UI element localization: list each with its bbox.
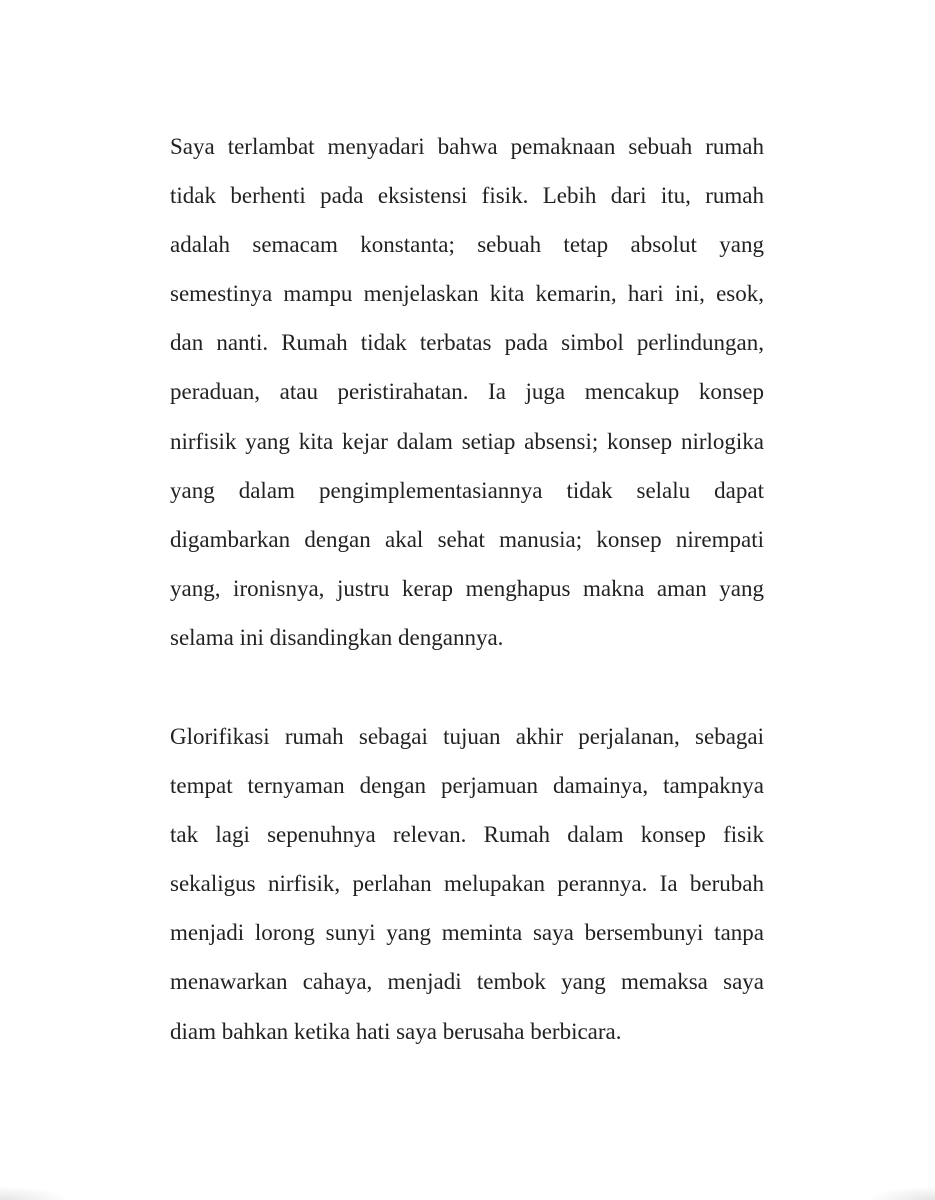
paragraph-line: tak lagi sepenuhnya relevan. Rumah dalam konsep fisik bbox=[170, 822, 764, 848]
paragraph-line: adalah semacam konstanta; sebuah tetap absolut yang bbox=[170, 232, 764, 258]
paragraph-line: tempat ternyaman dengan perjamuan damainya, tampaknya bbox=[170, 773, 764, 799]
paragraph-line: nirfisik yang kita kejar dalam setiap absensi; konsep nirlogika bbox=[170, 428, 764, 454]
paragraph-line: yang, ironisnya, justru kerap menghapus makna aman yang bbox=[170, 575, 764, 601]
paragraph-line: diam bahkan ketika hati saya berusaha berbicara. bbox=[170, 1018, 622, 1044]
page-corner-shadow-right bbox=[865, 1186, 935, 1200]
paragraph-line: Saya terlambat menyadari bahwa pemaknaan sebuah rumah bbox=[170, 134, 764, 159]
paragraph-line: digambarkan dengan akal sehat manusia; konsep nirempati bbox=[170, 526, 764, 552]
paragraph-line: selama ini disandingkan dengannya. bbox=[170, 624, 504, 650]
paragraph-line: menawarkan cahaya, menjadi tembok yang memaksa saya bbox=[170, 969, 764, 995]
paragraph-line: sekaligus nirfisik, perlahan melupakan perannya. Ia berubah bbox=[170, 871, 764, 897]
paragraph-1 bbox=[170, 129, 764, 669]
paragraph-line: dan nanti. Rumah tidak terbatas pada simbol perlindungan, bbox=[170, 330, 764, 356]
paragraph-line: Glorifikasi rumah sebagai tujuan akhir perjalanan, sebagai bbox=[170, 724, 764, 749]
page-corner-shadow-left bbox=[0, 1186, 70, 1200]
paragraph-line: semestinya mampu menjelaskan kita kemarin, hari ini, esok, bbox=[170, 281, 764, 307]
paragraph-line: peraduan, atau peristirahatan. Ia juga mencakup konsep bbox=[170, 379, 764, 405]
paragraph-line: menjadi lorong sunyi yang meminta saya bersembunyi tanpa bbox=[170, 920, 764, 946]
paragraph-line: yang dalam pengimplementasiannya tidak selalu dapat bbox=[170, 477, 764, 503]
paragraph-2 bbox=[170, 719, 764, 1063]
paragraph-line: tidak berhenti pada eksistensi fisik. Lebih dari itu, rumah bbox=[170, 183, 764, 209]
